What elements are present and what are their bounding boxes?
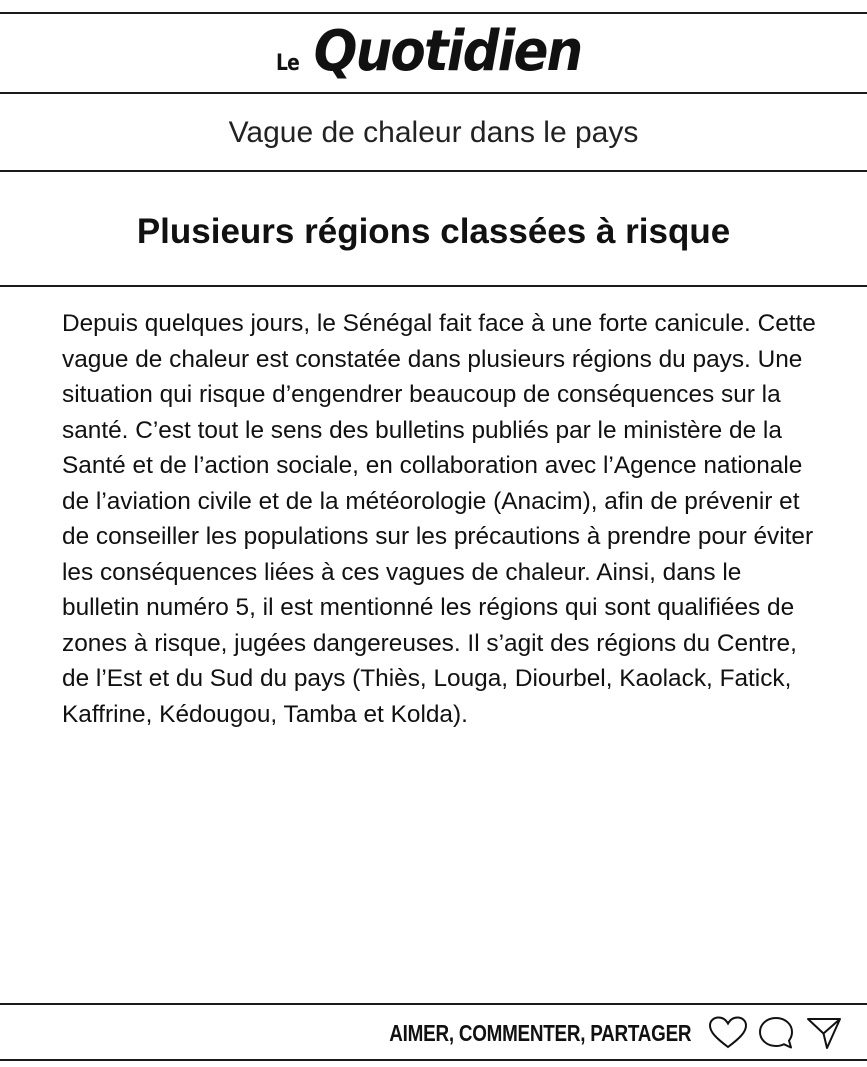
logo-prefix: Le	[276, 50, 299, 76]
footer-top-rule	[0, 1003, 867, 1005]
newspaper-logo	[274, 19, 593, 84]
article-body: Depuis quelques jours, le Sénégal fait face à une forte canicule. Cette vague de chaleur est constatée dans plusieurs régions du pays. Une situation qui risque d’engendrer beaucoup de conséquences sur la santé. C’est tout le sens des bulletins publiés par le ministère de la Santé et de l’action sociale, en collaboration avec l’Agence nationale de l’aviation civile et de la météorologie (Anacim), afin de prévenir et de conseiller les populations sur les précautions à prendre pour éviter les conséquences liées à ces vagues de chaleur. Ainsi, dans le bulletin numéro 5, il est mentionné les régions qui sont qualifiées de zones à risque, jugées dangereuses. Il s’agit des régions du Centre, de l’Est et du Sud du pays (Thiès, Louga, Diourbel, Kaolack, Fatick, Kaffrine, Kédougou, Tamba et Kolda).	[62, 310, 816, 728]
article-headline: Plusieurs régions classées à risque	[136, 212, 731, 251]
social-footer	[0, 1006, 867, 1060]
masthead	[0, 14, 867, 92]
headline-divider	[0, 285, 867, 287]
engagement-call-to-action: AIMER, COMMENTER, PARTAGER	[388, 1019, 691, 1046]
bottom-rule	[0, 1059, 867, 1061]
logo-name: Quotidien	[313, 18, 582, 84]
article-rubric: Vague de chaleur dans le pays	[228, 116, 639, 149]
share-icon[interactable]	[803, 1015, 845, 1051]
comment-icon[interactable]	[755, 1015, 797, 1051]
heart-icon[interactable]	[707, 1015, 749, 1051]
